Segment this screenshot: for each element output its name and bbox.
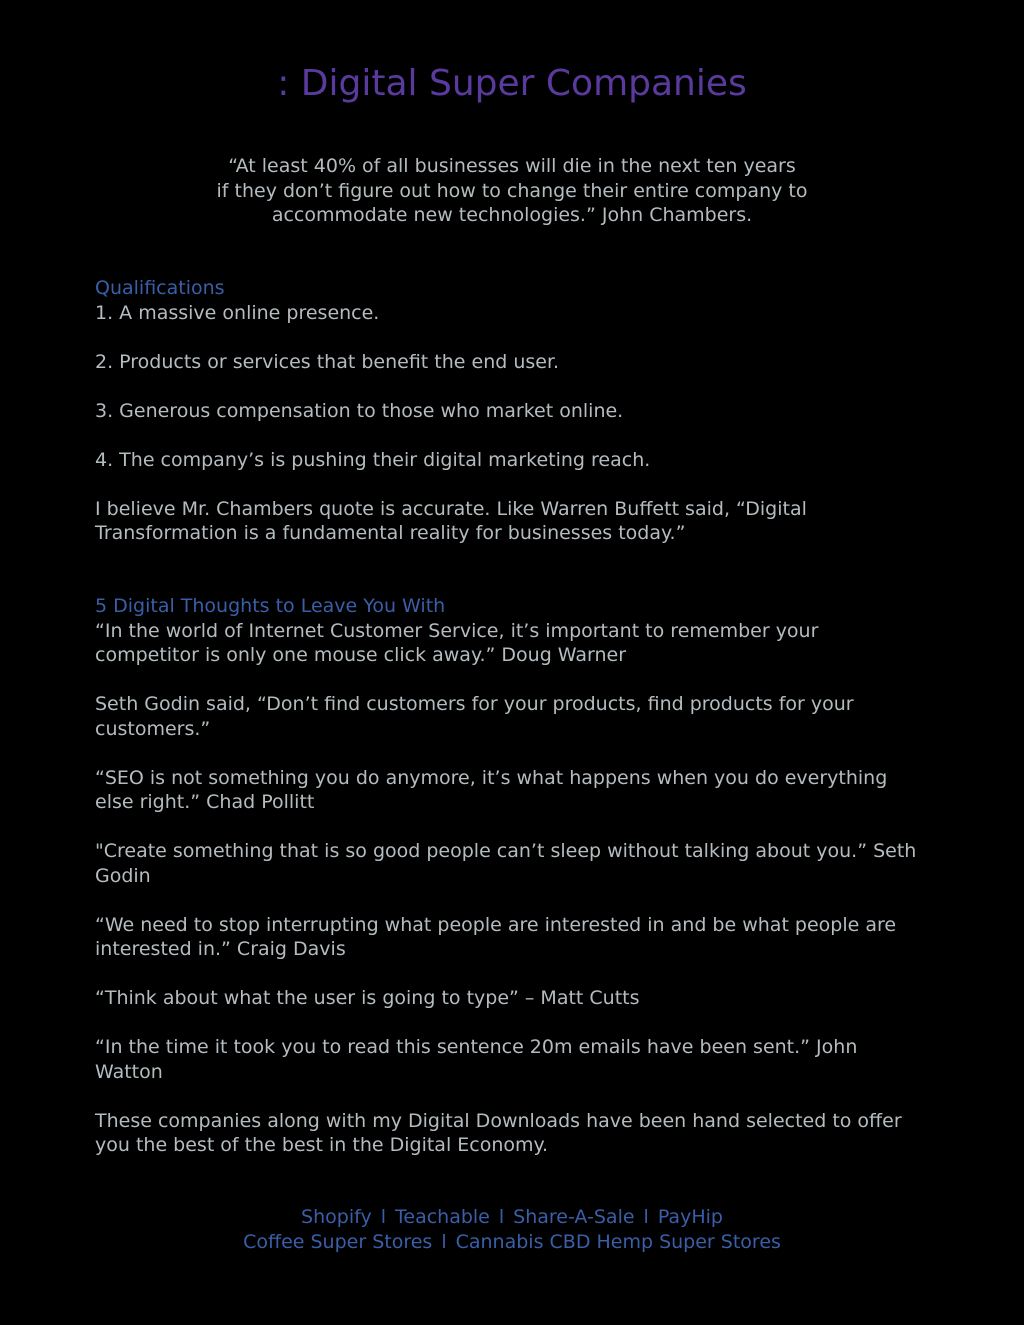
link-shopify[interactable]: Shopify — [301, 1206, 372, 1228]
thought-paragraph: Seth Godin said, “Don’t find customers for your products, find products for your customers.” — [95, 693, 854, 740]
intro-quote — [112, 154, 912, 228]
intro-quote-line: accommodate new technologies.” John Chambers. — [271, 204, 753, 226]
link-teachable[interactable]: Teachable — [395, 1206, 490, 1228]
qualification-item: 1. A massive online presence. — [95, 301, 380, 324]
intro-quote-line: if they don’t figure out how to change their entire company to — [216, 179, 808, 202]
qualification-item: 4. The company’s is pushing their digital marketing reach. — [95, 448, 651, 471]
thoughts-section — [95, 594, 925, 1158]
link-separator: l — [380, 1206, 386, 1228]
thought-paragraph: “We need to stop interrupting what people are interested in and be what people are interested in.” Craig Davis — [95, 913, 897, 960]
link-payhip[interactable]: PayHip — [657, 1206, 723, 1228]
closing-paragraph: These companies along with my Digital Downloads have been hand selected to offer you the best of the best in the Digital Economy. — [95, 1109, 902, 1156]
footer-row — [0, 1230, 1024, 1255]
link-share-a-sale[interactable]: Share-A-Sale — [513, 1206, 635, 1228]
link-separator: l — [498, 1206, 505, 1228]
intro-quote-line: “At least 40% of all businesses will die in the next ten years — [228, 155, 796, 177]
link-separator: l — [441, 1230, 447, 1253]
section-heading-thoughts: 5 Digital Thoughts to Leave You With — [95, 595, 446, 617]
footer-row — [0, 1205, 1024, 1230]
thought-paragraph: “Think about what the user is going to type” – Matt Cutts — [95, 987, 640, 1009]
link-cannabis-cbd-hemp-super-stores[interactable]: Cannabis CBD Hemp Super Stores — [455, 1230, 781, 1253]
link-coffee-super-stores[interactable]: Coffee Super Stores — [243, 1230, 433, 1253]
footer-links — [0, 1205, 1024, 1254]
thought-paragraph: “SEO is not something you do anymore, it’s what happens when you do everything else right.” Chad Pollitt — [95, 766, 888, 813]
thought-paragraph: "Create something that is so good people can’t sleep without talking about you.” Seth Godin — [95, 840, 917, 887]
page-title: : Digital Super Companies — [277, 63, 747, 104]
section-heading-qualifications: Qualifications — [95, 277, 225, 299]
link-separator: l — [643, 1206, 649, 1228]
qualification-item: 3. Generous compensation to those who market online. — [95, 399, 624, 422]
qualifications-closing: I believe Mr. Chambers quote is accurate. Like Warren Buffett said, “Digital Transformation is a fundamental reality for businesses today.” — [95, 497, 807, 544]
thought-paragraph: “In the time it took you to read this sentence 20m emails have been sent.” John Watton — [95, 1036, 858, 1083]
thought-paragraph: “In the world of Internet Customer Service, it’s important to remember your competitor is only one mouse click away.” Doug Warner — [95, 619, 819, 666]
qualification-item: 2. Products or services that benefit the end user. — [95, 350, 560, 373]
qualifications-section — [95, 276, 925, 546]
